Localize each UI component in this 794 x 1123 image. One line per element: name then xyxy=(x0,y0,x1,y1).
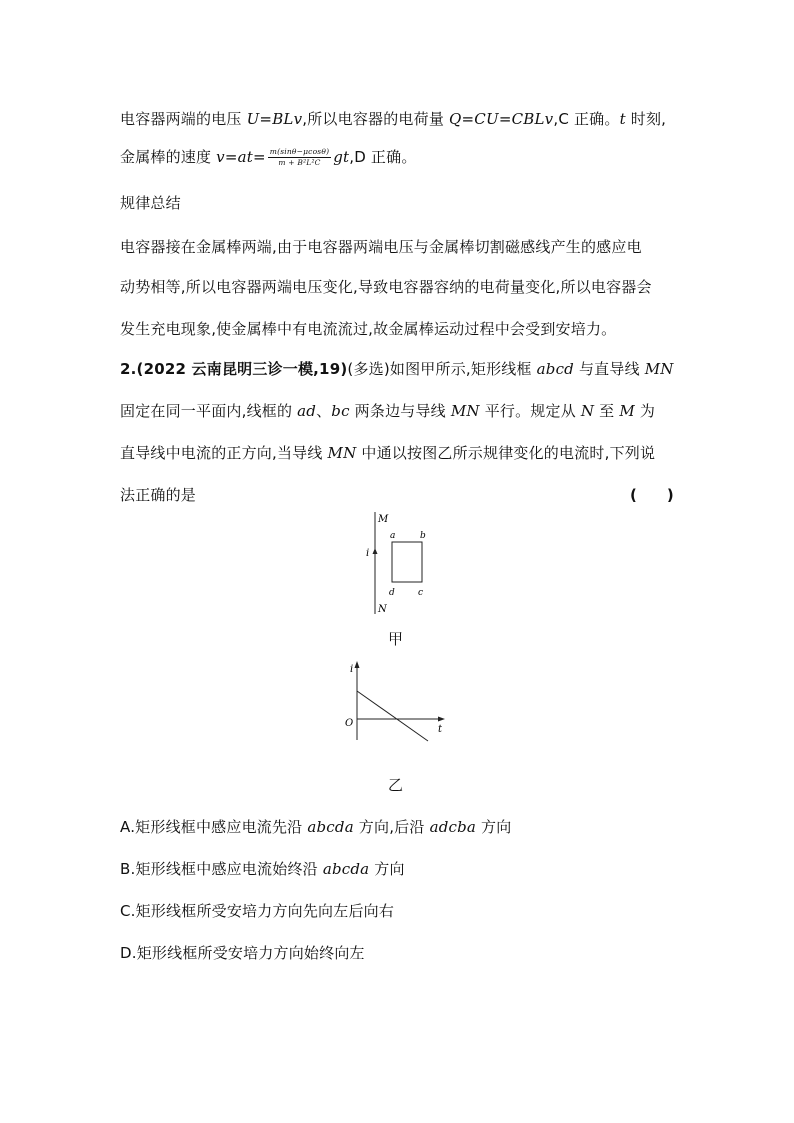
var-adcba: adcba xyxy=(429,818,477,836)
fraction-numerator: m(sinθ−μcosθ) xyxy=(269,147,330,156)
text: 平行。规定从 xyxy=(479,402,581,420)
current-line xyxy=(357,691,428,741)
text: = xyxy=(461,110,475,128)
label-M: M xyxy=(378,514,389,525)
text: 与直导线 xyxy=(574,360,645,378)
var-gt: gt xyxy=(333,148,350,166)
solution-line-2 xyxy=(120,146,417,168)
label-i: i xyxy=(366,548,370,559)
question-line-1 xyxy=(120,358,674,379)
text: = xyxy=(259,110,273,128)
figure-yi xyxy=(342,660,452,744)
var-MN: MN xyxy=(644,360,674,378)
label-i: i xyxy=(350,664,354,675)
label-t: t xyxy=(438,724,443,735)
rect-frame xyxy=(392,542,422,582)
text: ,D 正确。 xyxy=(349,148,417,166)
summary-line-2: 动势相等,所以电容器两端电压变化,导致电容器容纳的电荷量变化,所以电容器会 xyxy=(120,278,652,296)
text: 两条边与导线 xyxy=(349,402,451,420)
summary-title: 规律总结 xyxy=(120,194,181,212)
caption-jia: 甲 xyxy=(388,630,404,648)
label-c: c xyxy=(418,588,424,598)
var-at: at xyxy=(237,148,254,166)
var-U: U xyxy=(246,110,260,128)
var-BLv: BLv xyxy=(272,110,303,128)
axis-t-arrow-icon xyxy=(438,717,445,722)
var-M: M xyxy=(619,402,635,420)
text: = xyxy=(253,148,266,166)
text: = xyxy=(224,148,238,166)
text: 方向 xyxy=(369,860,405,878)
question-line-2 xyxy=(120,400,655,421)
text: = xyxy=(498,110,512,128)
option-A xyxy=(120,816,511,837)
var-bc: bc xyxy=(331,402,350,420)
text: 时刻, xyxy=(625,110,667,128)
option-B xyxy=(120,858,405,879)
text: 至 xyxy=(594,402,620,420)
var-abcd: abcd xyxy=(536,360,574,378)
question-line-4: 法正确的是 xyxy=(120,486,197,504)
var-N: N xyxy=(580,402,595,420)
fraction xyxy=(268,147,331,168)
current-arrow-icon xyxy=(373,548,378,554)
text: 固定在同一平面内,线框的 xyxy=(120,402,298,420)
label-d: d xyxy=(389,588,395,598)
label-N: N xyxy=(378,604,387,615)
text: 方向 xyxy=(476,818,512,836)
question-line-3 xyxy=(120,442,655,463)
summary-line-3: 发生充电现象,使金属棒中有电流流过,故金属棒运动过程中会受到安培力。 xyxy=(120,320,617,338)
text: 为 xyxy=(634,402,656,420)
summary-line-1: 电容器接在金属棒两端,由于电容器两端电压与金属棒切割磁感线产生的感应电 xyxy=(120,238,642,256)
text: 中通以按图乙所示规律变化的电流时,下列说 xyxy=(356,444,656,462)
var-t: t xyxy=(619,110,626,128)
text: 电容器两端的电压 xyxy=(120,110,247,128)
text: ,所以电容器的电荷量 xyxy=(302,110,450,128)
caption-yi: 乙 xyxy=(388,776,404,794)
figure-jia xyxy=(362,510,442,618)
var-v: v xyxy=(216,148,225,166)
var-CU: CU xyxy=(474,110,499,128)
var-MN: MN xyxy=(450,402,480,420)
label-O: O xyxy=(345,718,354,729)
text: 直导线中电流的正方向,当导线 xyxy=(120,444,328,462)
var-abcda: abcda xyxy=(322,860,370,878)
fraction-denominator: m + B²L²C xyxy=(278,158,321,167)
var-Q: Q xyxy=(449,110,462,128)
text: 、 xyxy=(316,402,332,420)
question-source: 2.(2022 云南昆明三诊一模,19) xyxy=(120,360,348,378)
text: 方向,后沿 xyxy=(353,818,430,836)
text: (多选)如图甲所示,矩形线框 xyxy=(347,360,537,378)
answer-blank: ( ) xyxy=(630,486,674,504)
text: B.矩形线框中感应电流始终沿 xyxy=(120,860,323,878)
var-ad: ad xyxy=(297,402,317,420)
label-a: a xyxy=(390,531,396,541)
var-CBLv: CBLv xyxy=(511,110,554,128)
var-abcda: abcda xyxy=(307,818,354,836)
option-D: D.矩形线框所受安培力方向始终向左 xyxy=(120,944,365,962)
text: 金属棒的速度 xyxy=(120,148,217,166)
label-b: b xyxy=(420,531,426,541)
solution-line-1 xyxy=(120,108,666,129)
text: ,C 正确。 xyxy=(553,110,620,128)
text: A.矩形线框中感应电流先沿 xyxy=(120,818,308,836)
option-C: C.矩形线框所受安培力方向先向左后向右 xyxy=(120,902,395,920)
axis-i-arrow-icon xyxy=(355,661,360,668)
var-MN: MN xyxy=(327,444,357,462)
